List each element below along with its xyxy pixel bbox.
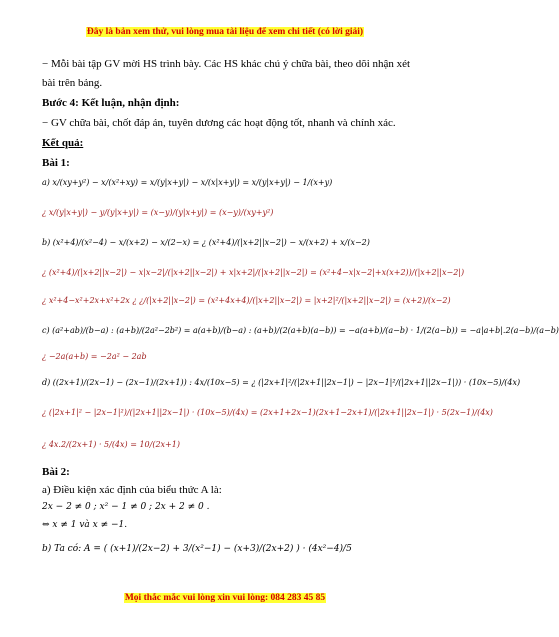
- bai1-d-line2: ¿ (|2x+1|² − |2x−1|²)/(|2x+1||2x−1|) · (10x−5)/(4x) = (2x+1+2x−1)(2x+1−2x+1)/(|2x+1||2x−1|) · 5(2x−1)/(4x): [42, 408, 493, 417]
- bai1-d-line3: ¿ 4x.2/(2x+1) · 5/(4x) = 10/(2x+1): [42, 440, 180, 449]
- paragraph-gv-invite: − Mỗi bài tập GV mời HS trình bày. Các HS khác chú ý chữa bài, theo dõi nhận xét: [42, 58, 411, 70]
- bai2-a-result: ⇔ x ≠ 1 và x ≠ −1.: [42, 520, 128, 530]
- bai2-a-text: a) Điều kiện xác định của biểu thức A là:: [42, 484, 222, 496]
- paragraph-gv-conclude: − GV chữa bài, chốt đáp án, tuyên dương các hoạt động tốt, nhanh và chính xác.: [42, 117, 396, 129]
- bai1-d-line1: d) ((2x+1)/(2x−1) − (2x−1)/(2x+1)) : 4x/(10x−5) = ¿ (|2x+1|²/(|2x+1||2x−1|) − |2x−1|²/(|2x+1||2x−1|)) · (10x−5)/(4x): [42, 378, 521, 387]
- bai1-b-line1: b) (x²+4)/(x²−4) − x/(x+2) − x/(2−x) = ¿ (x²+4)/(|x+2||x−2|) − x/(x+2) + x/(x−2): [42, 238, 370, 247]
- bai2-b-expression: b) Ta có: A = ( (x+1)/(2x−2) + 3/(x²−1) − (x+3)/(2x+2) ) · (4x²−4)/5: [42, 544, 352, 554]
- bai1-a-line2: ¿ x/(y|x+y|) − y/(y|x+y|) = (x−y)/(y|x+y|) = (x−y)/(xy+y²): [42, 208, 274, 217]
- result-heading: Kết quả:: [42, 137, 84, 149]
- bai1-b-line3: ¿ x²+4−x²+2x+x²+2x ¿ ¿/(|x+2||x−2|) = (x²+4x+4)/(|x+2||x−2|) = |x+2|²/(|x+2||x−2|) = (x+2)/(x−2): [42, 296, 451, 305]
- bai2-a-condition: 2x − 2 ≠ 0 ; x² − 1 ≠ 0 ; 2x + 2 ≠ 0 .: [42, 502, 210, 512]
- bai1-heading: Bài 1:: [42, 157, 70, 169]
- bai1-c-line2: ¿ −2a(a+b) = −2a² − 2ab: [42, 352, 147, 361]
- bai1-c-line1: c) (a²+ab)/(b−a) : (a+b)/(2a²−2b²) = a(a+b)/(b−a) : (a+b)/(2(a+b)(a−b)) = −a(a+b)/(a−b) · 1/(2(a−b)) = −a|a+b|.2(a−b)/(a−b): [42, 326, 559, 335]
- paragraph-gv-invite-cont: bài trên bảng.: [42, 77, 103, 89]
- preview-notice-banner: Đây là bản xem thử, vui lòng mua tài liệu để xem chi tiết (có lời giải): [86, 27, 364, 37]
- step4-heading: Bước 4: Kết luận, nhận định:: [42, 97, 180, 109]
- bai1-b-line2: ¿ (x²+4)/(|x+2||x−2|) − x|x−2|/(|x+2||x−2|) + x|x+2|/(|x+2||x−2|) = (x²+4−x|x−2|+x(x+2))/(|x+2||x−2|): [42, 268, 465, 277]
- bai2-heading: Bài 2:: [42, 466, 70, 478]
- contact-banner: Mọi thắc mắc vui lòng xin vui lòng: 084 283 45 85: [124, 593, 326, 603]
- bai1-a-line1: a) x/(xy+y²) − x/(x²+xy) = x/(y|x+y|) − x/(x|x+y|) = x/(y|x+y|) − 1/(x+y): [42, 178, 333, 187]
